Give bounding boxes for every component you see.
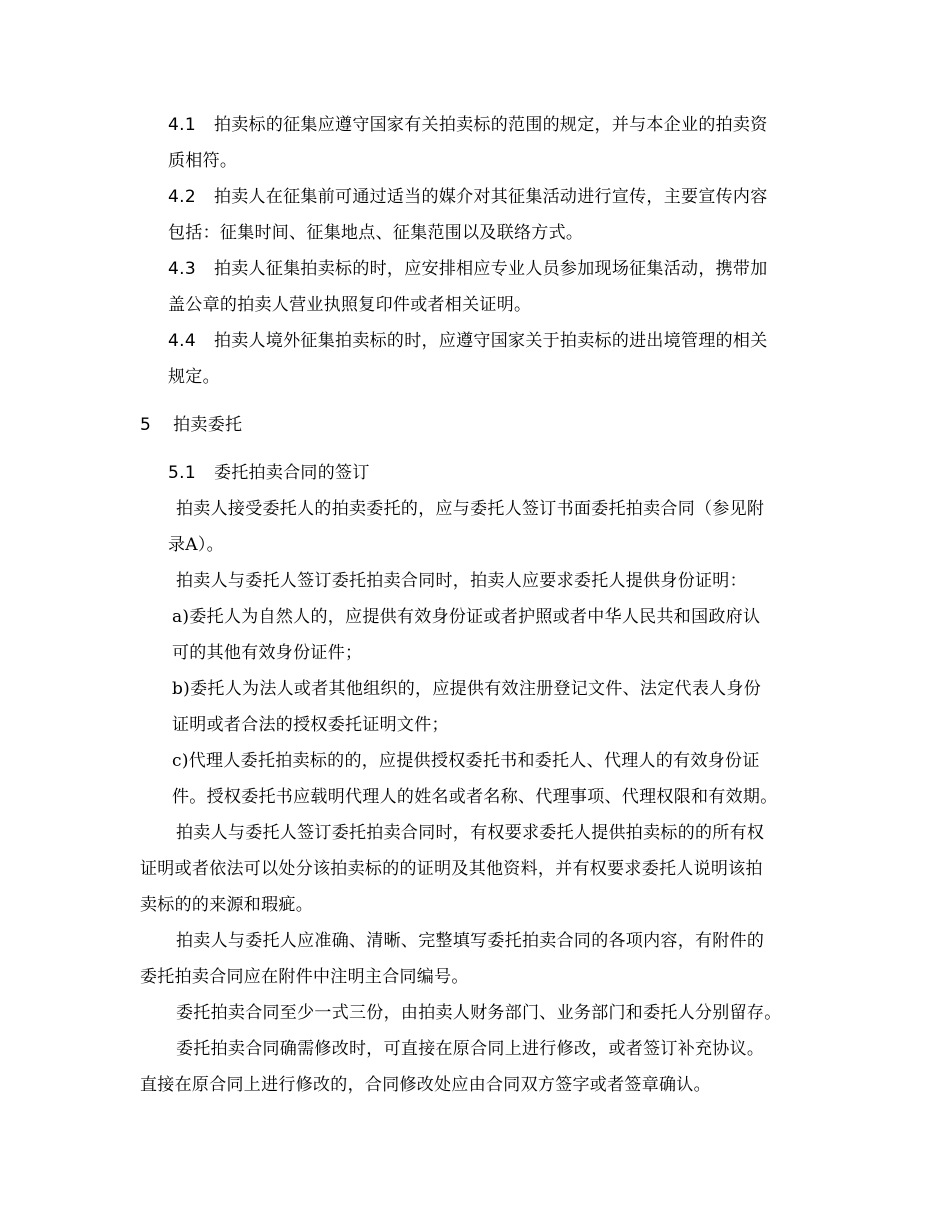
clause-text: 拍卖人境外征集拍卖标的时，应遵守国家关于拍卖标的进出境管理的相关 xyxy=(213,331,768,351)
clause-text: 拍卖人征集拍卖标的时，应安排相应专业人员参加现场征集活动，携带加 xyxy=(213,259,768,279)
clause-text: 拍卖标的征集应遵守国家有关拍卖标的范围的规定，并与本企业的拍卖资 xyxy=(213,115,768,135)
clause-4-1-line-1 xyxy=(168,113,768,137)
paragraph-6-line-2: 直接在原合同上进行修改的，合同修改处应由合同双方签字或者签章确认。 xyxy=(140,1075,711,1095)
item-a-line-1: a)委托人为自然人的，应提供有效身份证或者护照或者中华人民共和国政府认 xyxy=(172,607,761,627)
clause-4-3-line-2: 盖公章的拍卖人营业执照复印件或者相关证明。 xyxy=(168,295,532,315)
clause-number: 4.4 xyxy=(168,331,196,351)
paragraph-2: 拍卖人与委托人签订委托拍卖合同时，拍卖人应要求委托人提供身份证明： xyxy=(176,571,747,591)
paragraph-3-line-1: 拍卖人与委托人签订委托拍卖合同时，有权要求委托人提供拍卖标的的所有权 xyxy=(176,823,765,843)
item-c-line-2: 件。授权委托书应载明代理人的姓名或者名称、代理事项、代理权限和有效期。 xyxy=(172,787,778,807)
clause-4-4-line-2: 规定。 xyxy=(168,367,220,387)
section-number: 5.1 xyxy=(168,463,196,483)
clause-4-2-line-1 xyxy=(168,185,768,209)
clause-number: 4.1 xyxy=(168,115,196,135)
item-b-line-2: 证明或者合法的授权委托证明文件； xyxy=(172,715,449,735)
section-5-heading xyxy=(140,413,242,437)
section-5-1-heading xyxy=(168,461,370,485)
clause-text: 拍卖人在征集前可通过适当的媒介对其征集活动进行宣传，主要宣传内容 xyxy=(213,187,768,207)
clause-number: 4.3 xyxy=(168,259,196,279)
section-title: 拍卖委托 xyxy=(173,415,243,435)
clause-4-2-line-2: 包括：征集时间、征集地点、征集范围以及联络方式。 xyxy=(168,223,584,243)
paragraph-5: 委托拍卖合同至少一式三份，由拍卖人财务部门、业务部门和委托人分别留存。 xyxy=(176,1003,782,1023)
paragraph-1-line-1: 拍卖人接受委托人的拍卖委托的，应与委托人签订书面委托拍卖合同（参见附 xyxy=(176,499,765,519)
paragraph-4-line-1: 拍卖人与委托人应准确、清晰、完整填写委托拍卖合同的各项内容，有附件的 xyxy=(176,931,765,951)
clause-number: 4.2 xyxy=(168,187,196,207)
paragraph-3-line-2: 证明或者依法可以处分该拍卖标的的证明及其他资料，并有权要求委托人说明该拍 xyxy=(140,859,763,879)
clause-4-4-line-1 xyxy=(168,329,768,353)
section-title: 委托拍卖合同的签订 xyxy=(213,463,370,483)
item-a-line-2: 可的其他有效身份证件； xyxy=(172,643,363,663)
section-number: 5 xyxy=(140,415,152,435)
paragraph-1-line-2: 录A）。 xyxy=(168,535,224,555)
item-b-line-1: b)委托人为法人或者其他组织的，应提供有效注册登记文件、法定代表人身份 xyxy=(172,679,762,699)
clause-4-1-line-2: 质相符。 xyxy=(168,151,238,171)
paragraph-4-line-2: 委托拍卖合同应在附件中注明主合同编号。 xyxy=(140,967,469,987)
item-c-line-1: c)代理人委托拍卖标的的，应提供授权委托书和委托人、代理人的有效身份证 xyxy=(172,751,760,771)
paragraph-3-line-3: 卖标的的来源和瑕疵。 xyxy=(140,895,313,915)
clause-4-3-line-1 xyxy=(168,257,768,281)
paragraph-6-line-1: 委托拍卖合同确需修改时，可直接在原合同上进行修改，或者签订补充协议。 xyxy=(176,1039,765,1059)
